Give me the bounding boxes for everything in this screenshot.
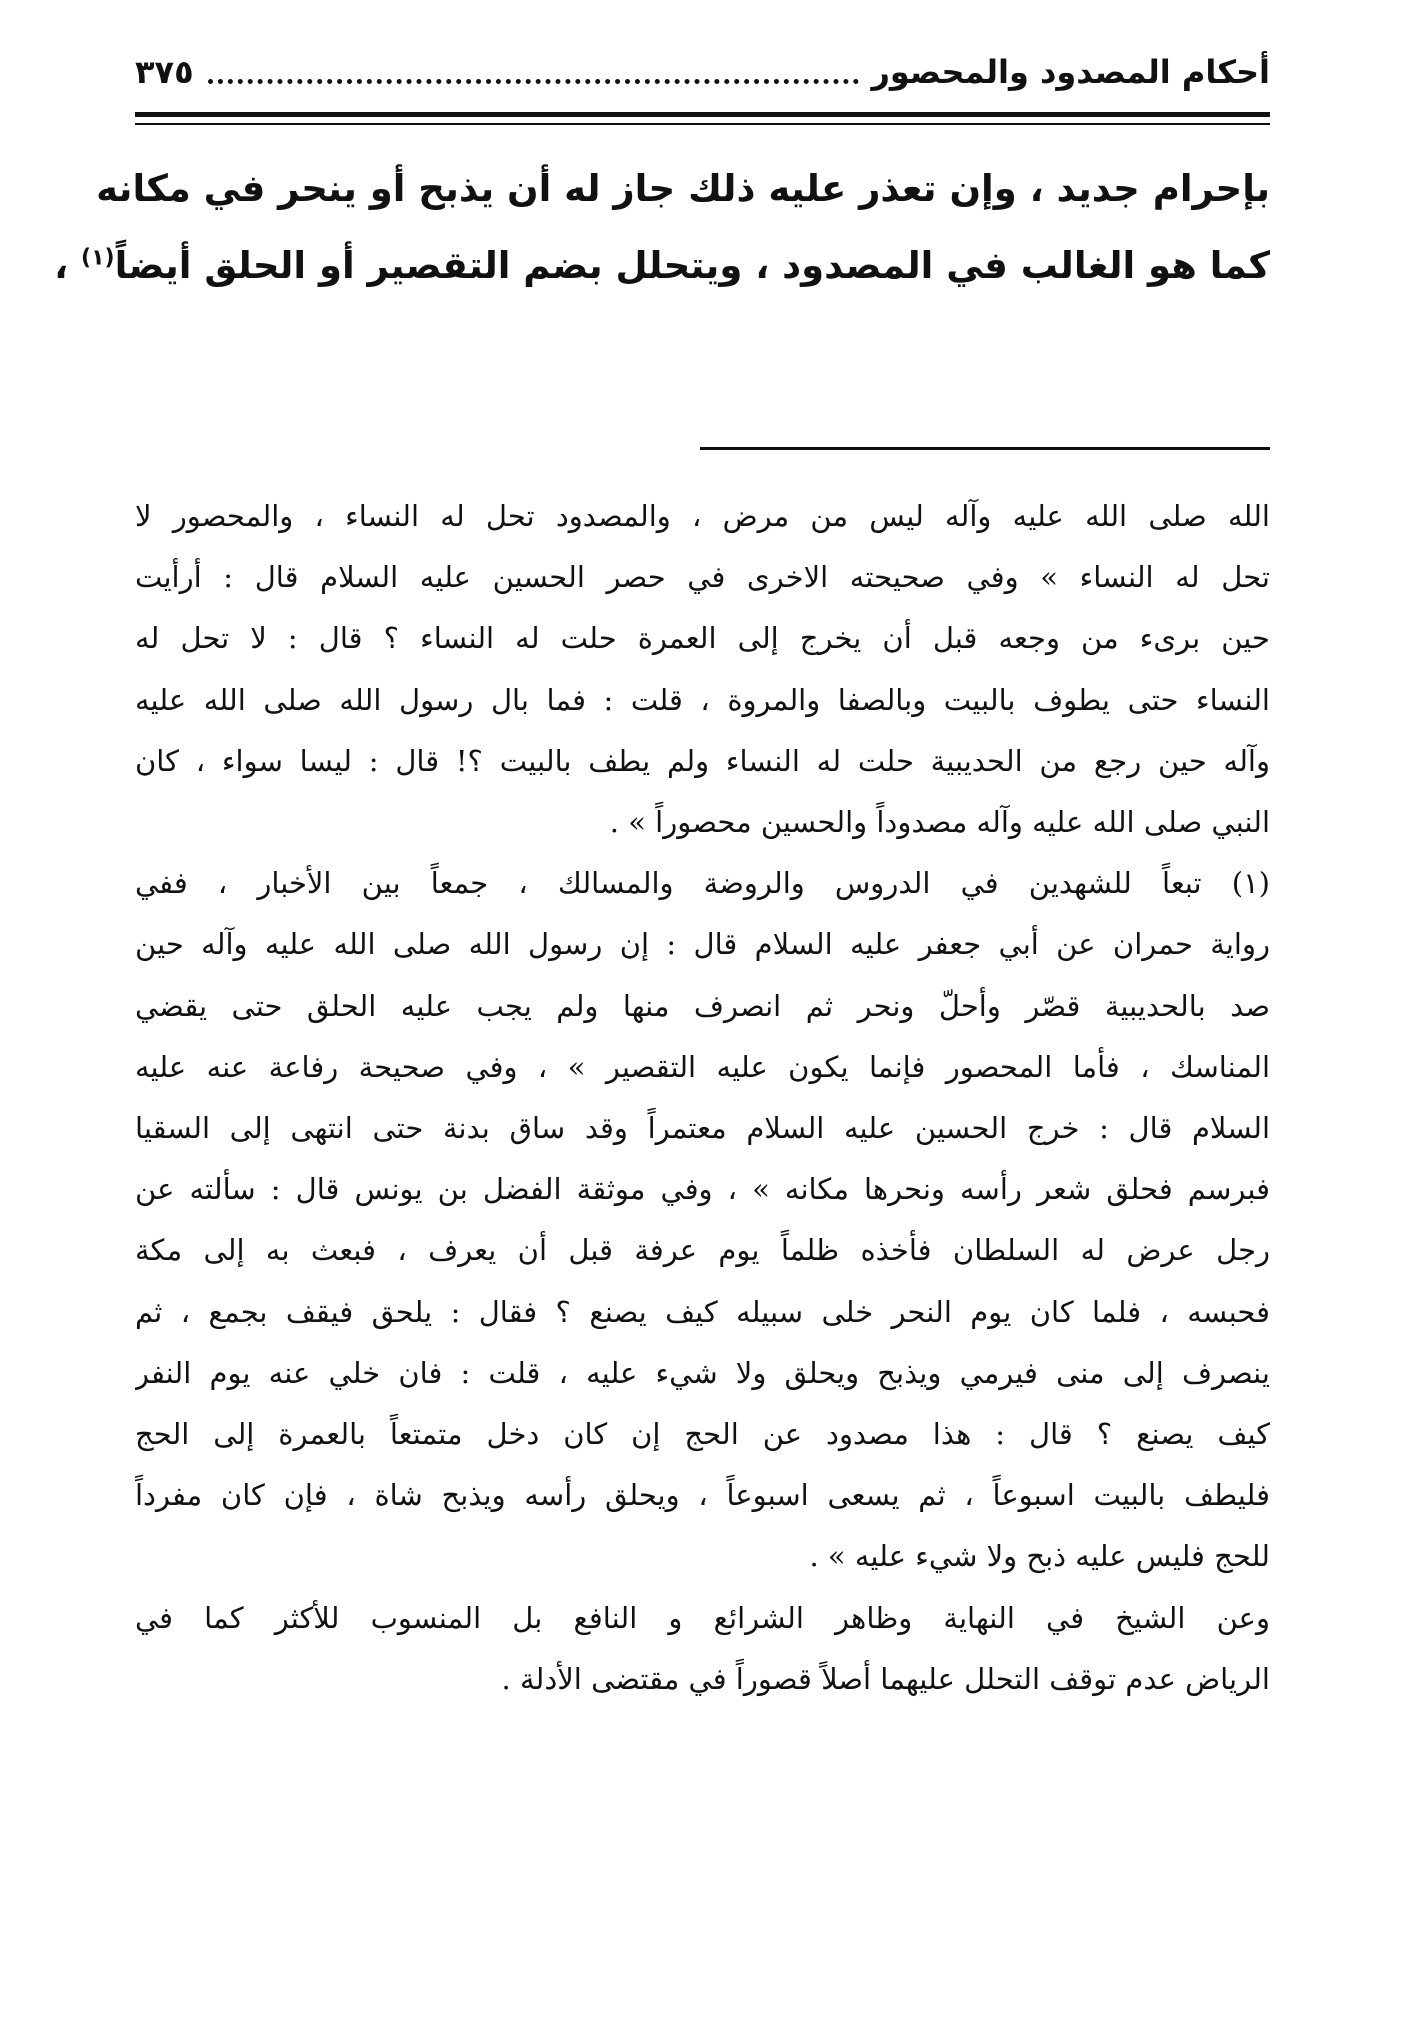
footnote-line: فحبسه ، فلما كان يوم النحر خلى سبيله كيف يصنع ؟ فقال : يلحق فيقف بجمع ، ثم — [135, 1294, 1270, 1329]
footnote-line: فبرسم فحلق شعر رأسه ونحرها مكانه » ، وفي موثقة الفضل بن يونس قال : سألته عن — [135, 1172, 1270, 1207]
footnote-line: النساء حتى يطوف بالبيت وبالصفا والمروة ، قلت : فما بال رسول الله صلى الله عليه — [135, 682, 1270, 717]
main-text — [54, 150, 1270, 304]
footnote-line: الرياض عدم توقف التحلل عليهما أصلاً قصوراً في مقتضى الأدلة . — [501, 1661, 1270, 1696]
header-leader-dots — [208, 79, 860, 84]
footnote-line: رجل عرض له السلطان فأخذه ظلماً يوم عرفة قبل أن يعرف ، فبعث به إلى مكة — [135, 1233, 1270, 1268]
footnote-line: فليطف بالبيت اسبوعاً ، ثم يسعى اسبوعاً ، ويحلق رأسه ويذبح شاة ، فإن كان مفرداً — [135, 1478, 1270, 1513]
footnote-line: رواية حمران عن أبي جعفر عليه السلام قال : إن رسول الله صلى الله عليه وآله حين — [135, 927, 1270, 962]
header-rule-thin — [135, 123, 1270, 125]
page-number: ٣٧٥ — [135, 53, 194, 91]
footnote-line: ينصرف إلى منى فيرمي ويذبح ويحلق ولا شيء عليه ، قلت : فان خلي عنه يوم النفر — [135, 1355, 1270, 1390]
footnote-marker: (١) — [81, 245, 115, 271]
footnote-line: وآله حين رجع من الحديبية حلت له النساء ولم يطف بالبيت ؟! قال : ليسا سواء ، كان — [135, 743, 1270, 778]
header-rule-thick — [135, 112, 1270, 117]
footnote-line: النبي صلى الله عليه وآله مصدوداً والحسين محصوراً » . — [609, 805, 1270, 840]
main-text-line-end: ، — [54, 244, 81, 287]
footnote-line: حين برىء من وجعه قبل أن يخرج إلى العمرة حلت له النساء ؟ قال : لا تحل له — [135, 621, 1270, 656]
footnote-line: كيف يصنع ؟ قال : هذا مصدود عن الحج إن كان دخل متمتعاً بالعمرة إلى الحج — [135, 1417, 1270, 1452]
main-text-line — [54, 227, 1270, 304]
footnote-line: السلام قال : خرج الحسين عليه السلام معتمراً وقد ساق بدنة حتى انتهى إلى السقيا — [135, 1111, 1270, 1146]
header-title: أحكام المصدود والمحصور — [871, 53, 1270, 91]
footnote-line: وعن الشيخ في النهاية وظاهر الشرائع و النافع بل المنسوب للأكثر كما في — [135, 1600, 1270, 1635]
footnote-line: للحج فليس عليه ذبح ولا شيء عليه » . — [809, 1539, 1270, 1574]
footnote-line: تحل له النساء » وفي صحيحته الاخرى في حصر الحسين عليه السلام قال : أرأيت — [135, 560, 1270, 595]
footnote-line: صد بالحديبية قصّر وأحلّ ونحر ثم انصرف منها ولم يجب عليه الحلق حتى يقضي — [135, 988, 1270, 1023]
footnote-line: الله صلى الله عليه وآله ليس من مرض ، والمصدود تحل له النساء ، والمحصور لا — [135, 499, 1270, 533]
footnotes — [135, 486, 1270, 1710]
footnote-line: (١) تبعاً للشهدين في الدروس والروضة والمسالك ، جمعاً بين الأخبار ، ففي — [135, 866, 1270, 901]
main-text-line-body: كما هو الغالب في المصدود ، ويتحلل بضم التقصير أو الحلق أيضاً — [114, 244, 1270, 287]
footnote-separator — [700, 447, 1270, 450]
running-header — [135, 42, 1270, 102]
main-text-line: بإحرام جديد ، وإن تعذر عليه ذلك جاز له أن يذبح أو ينحر في مكانه — [96, 167, 1270, 210]
footnote-line: المناسك ، فأما المحصور فإنما يكون عليه التقصير » ، وفي صحيحة رفاعة عنه عليه — [135, 1049, 1270, 1084]
